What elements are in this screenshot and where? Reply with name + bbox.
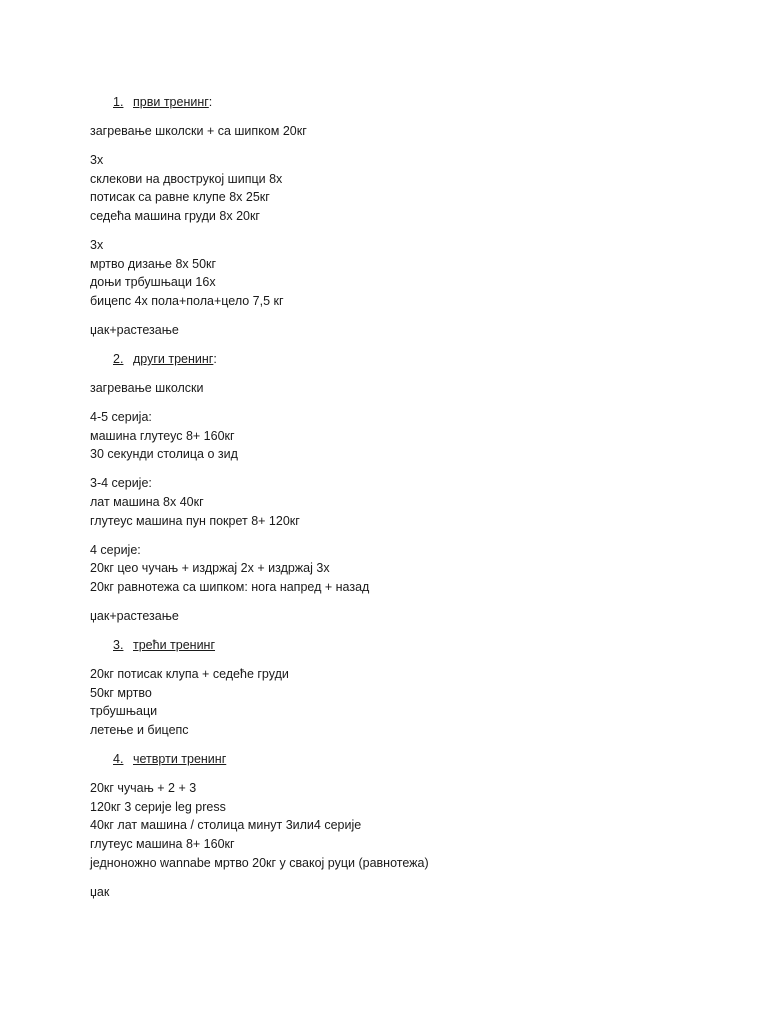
exercise-line: 120кг 3 серије leg press [90, 799, 226, 814]
section-title-suffix: : [208, 95, 213, 109]
exercise-line: доњи трбушњаци 16х [90, 275, 216, 290]
section-number: 4. [113, 752, 124, 767]
exercise-line: мртво дизање 8х 50кг [90, 256, 217, 271]
section-title: четврти тренинг [133, 752, 227, 767]
section-title: трећи тренинг [133, 638, 216, 653]
exercise-line: лат машина 8х 40кг [90, 495, 204, 510]
section-heading [113, 636, 710, 655]
section-heading [113, 350, 710, 369]
exercise-line: 20кг равнотежа са шипком: нога напред + назад [90, 580, 370, 595]
exercise-line: трбушњаци [90, 704, 158, 719]
exercise-line: 3х [90, 152, 104, 167]
exercise-paragraph [90, 474, 710, 530]
document-body [90, 93, 710, 912]
exercise-line: потисак са равне клупе 8х 25кг [90, 190, 270, 205]
section-title: први тренинг [133, 95, 209, 109]
exercise-line: 20кг чучањ + 2 + 3 [90, 781, 197, 796]
exercise-paragraph [90, 883, 710, 902]
section-number: 1. [113, 95, 124, 109]
exercise-line: једноножно wannabe мртво 20кг у свакој руци (равнотежа) [90, 855, 429, 870]
exercise-line: 50кг мртво [90, 685, 152, 700]
exercise-line: џак [90, 884, 110, 899]
exercise-line: 30 секунди столица о зид [90, 447, 238, 462]
exercise-line: 4 серије: [90, 542, 141, 557]
exercise-line: седећа машина груди 8х 20кг [90, 209, 260, 224]
section-number: 2. [113, 352, 124, 367]
exercise-paragraph [90, 408, 710, 464]
exercise-line: глутеус машина пун покрет 8+ 120кг [90, 513, 300, 528]
exercise-paragraph [90, 379, 710, 398]
exercise-paragraph [90, 541, 710, 597]
exercise-line: летење и бицепс [90, 723, 189, 738]
exercise-paragraph [90, 665, 710, 740]
exercise-line: машина глутеус 8+ 160кг [90, 428, 235, 443]
exercise-line: 4-5 серија: [90, 410, 152, 425]
exercise-line: склекови на двострукој шипци 8х [90, 171, 283, 186]
section-title-suffix: : [213, 352, 217, 367]
exercise-line: џак+растезање [90, 323, 179, 338]
exercise-line: бицепс 4х пола+пола+цело 7,5 кг [90, 294, 284, 309]
exercise-paragraph [90, 321, 710, 340]
section-heading [113, 750, 710, 769]
exercise-paragraph [90, 607, 710, 626]
exercise-paragraph [90, 122, 710, 141]
exercise-line: 3-4 серије: [90, 476, 152, 491]
exercise-line: 3х [90, 238, 104, 253]
exercise-line: 20кг потисак клупа + седеће груди [90, 667, 289, 682]
exercise-line: џак+растезање [90, 609, 179, 624]
exercise-line: глутеус машина 8+ 160кг [90, 837, 235, 852]
section-number: 3. [113, 638, 124, 653]
section-heading [113, 93, 710, 112]
exercise-line: загревање школски + са шипком 20кг [90, 123, 307, 138]
exercise-line: 20кг цео чучањ + издржај 2х + издржај 3х [90, 561, 330, 576]
section-title: други тренинг [133, 352, 214, 367]
exercise-paragraph [90, 151, 710, 226]
exercise-paragraph [90, 779, 710, 872]
exercise-line: загревање школски [90, 381, 204, 396]
exercise-paragraph [90, 236, 710, 311]
exercise-line: 40кг лат машина / столица минут 3или4 серије [90, 818, 362, 833]
